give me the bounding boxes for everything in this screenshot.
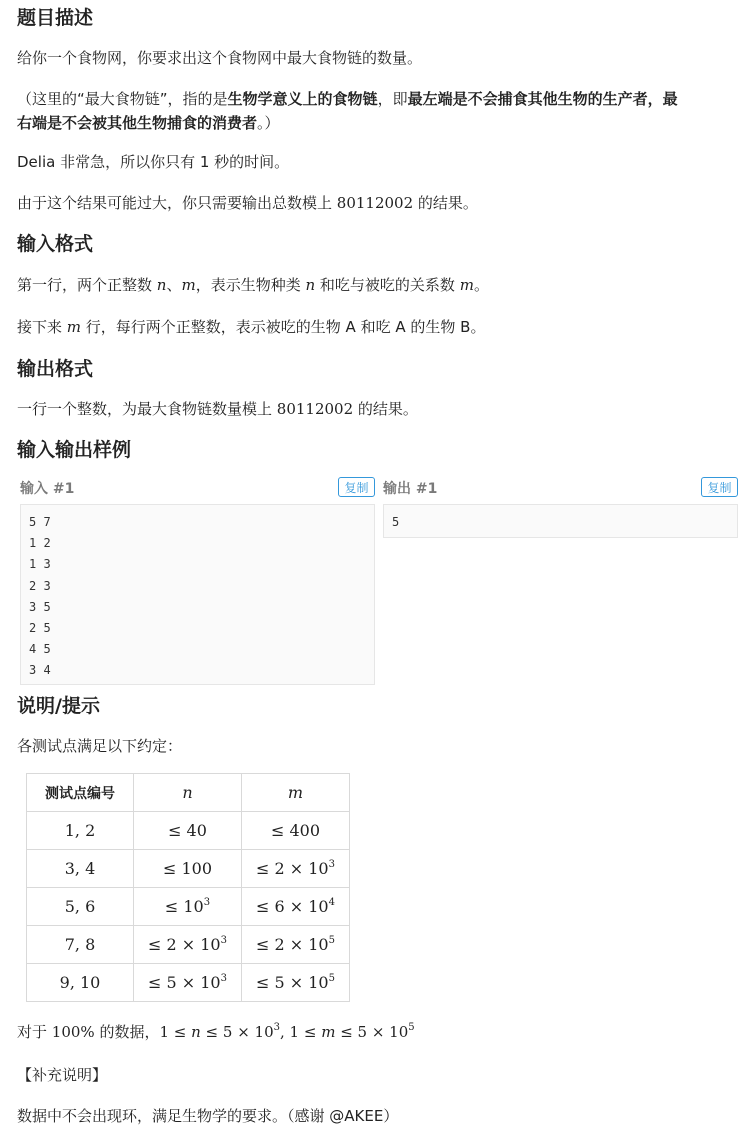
sample-input-line: 3 4	[29, 663, 51, 678]
sample-input-line: 1 2	[29, 536, 51, 551]
section-title-hint: 说明/提示	[17, 695, 100, 717]
table-cell: ≤ 40	[134, 812, 242, 850]
supplement-title: 【补充说明】	[17, 1066, 108, 1084]
section-title-description: 题目描述	[17, 7, 94, 29]
sample-output-box[interactable]	[383, 504, 738, 538]
sample-output-line: 5	[392, 515, 400, 529]
sample-input-line: 3 5	[29, 599, 51, 614]
sample-input-line: 1 3	[29, 557, 51, 572]
sample-input-line: 5 7	[29, 515, 51, 529]
table-cell: ≤ $5 \times 10^5$	[242, 964, 350, 1002]
table-cell: ≤ 400	[242, 812, 350, 850]
section-title-input: 输入格式	[17, 233, 94, 255]
input-format-line-1: 第一行，两个正整数 n、m，表示生物种类 n 和吃与被吃的关系数 m。	[17, 276, 489, 294]
sample-output-header	[383, 476, 738, 500]
sample-input-label: 输入 #1	[20, 481, 75, 497]
table-cell: ≤ $2 \times 10^5$	[242, 926, 350, 964]
table-cell: ≤ $2 \times 10^3$	[134, 926, 242, 964]
table-cell: 5, 6	[27, 888, 134, 926]
supplement-text: 数据中不会出现环，满足生物学的要求。（感谢 @AKEE）	[17, 1107, 399, 1125]
table-header-row	[27, 774, 350, 812]
description-paragraph-1: 给你一个食物网，你要求出这个食物网中最大食物链的数量。	[17, 49, 423, 67]
copy-input-button[interactable]: 复制	[338, 477, 375, 497]
description-paragraph-4: 由于这个结果可能过大，你只需要输出总数模上 80112002 的结果。	[17, 194, 478, 212]
table-header-cell: m	[242, 774, 350, 812]
description-paragraph-2-line-2: 右端是不会被其他生物捕食的消费者。）	[17, 114, 280, 132]
table-row	[27, 812, 350, 850]
table-cell: ≤ 100	[134, 850, 242, 888]
table-cell: 1, 2	[27, 812, 134, 850]
table-cell: 3, 4	[27, 850, 134, 888]
table-row	[27, 926, 350, 964]
table-cell: 9, 10	[27, 964, 134, 1002]
sample-input-header	[17, 476, 375, 500]
table-cell: ≤ $2 \times 10^3$	[242, 850, 350, 888]
sample-input-line: 2 5	[29, 620, 51, 635]
section-title-samples: 输入输出样例	[17, 439, 132, 461]
data-range-line: 对于 100% 的数据，$1 \le n \le 5 \times 10^3$, $1 \le m \le 5 \times 10^5$	[17, 1022, 415, 1041]
table-row	[27, 850, 350, 888]
sample-input-box[interactable]	[20, 504, 375, 685]
table-row	[27, 964, 350, 1002]
sample-output-label: 输出 #1	[383, 481, 438, 497]
copy-output-button[interactable]: 复制	[701, 477, 738, 497]
constraints-table	[26, 773, 350, 1002]
hint-intro: 各测试点满足以下约定：	[17, 737, 183, 755]
table-cell: ≤ $10^3$	[134, 888, 242, 926]
description-paragraph-3: Delia 非常急，所以你只有 1 秒的时间。	[17, 153, 290, 171]
sample-input-line: 2 3	[29, 578, 51, 593]
sample-input-line: 4 5	[29, 642, 51, 657]
table-row	[27, 888, 350, 926]
table-cell: ≤ $5 \times 10^3$	[134, 964, 242, 1002]
output-format-line-1: 一行一个整数，为最大食物链数量模上 80112002 的结果。	[17, 400, 418, 418]
section-title-output: 输出格式	[17, 358, 94, 380]
table-header-cell: 测试点编号	[27, 774, 134, 812]
input-format-line-2: 接下来 m 行，每行两个正整数，表示被吃的生物 A 和吃 A 的生物 B。	[17, 318, 486, 336]
table-header-cell: n	[134, 774, 242, 812]
table-cell: 7, 8	[27, 926, 134, 964]
description-paragraph-2-line-1: （这里的“最大食物链”，指的是生物学意义上的食物链，即最左端是不会捕食其他生物的生产者，最	[17, 90, 678, 108]
table-cell: ≤ $6 \times 10^4$	[242, 888, 350, 926]
